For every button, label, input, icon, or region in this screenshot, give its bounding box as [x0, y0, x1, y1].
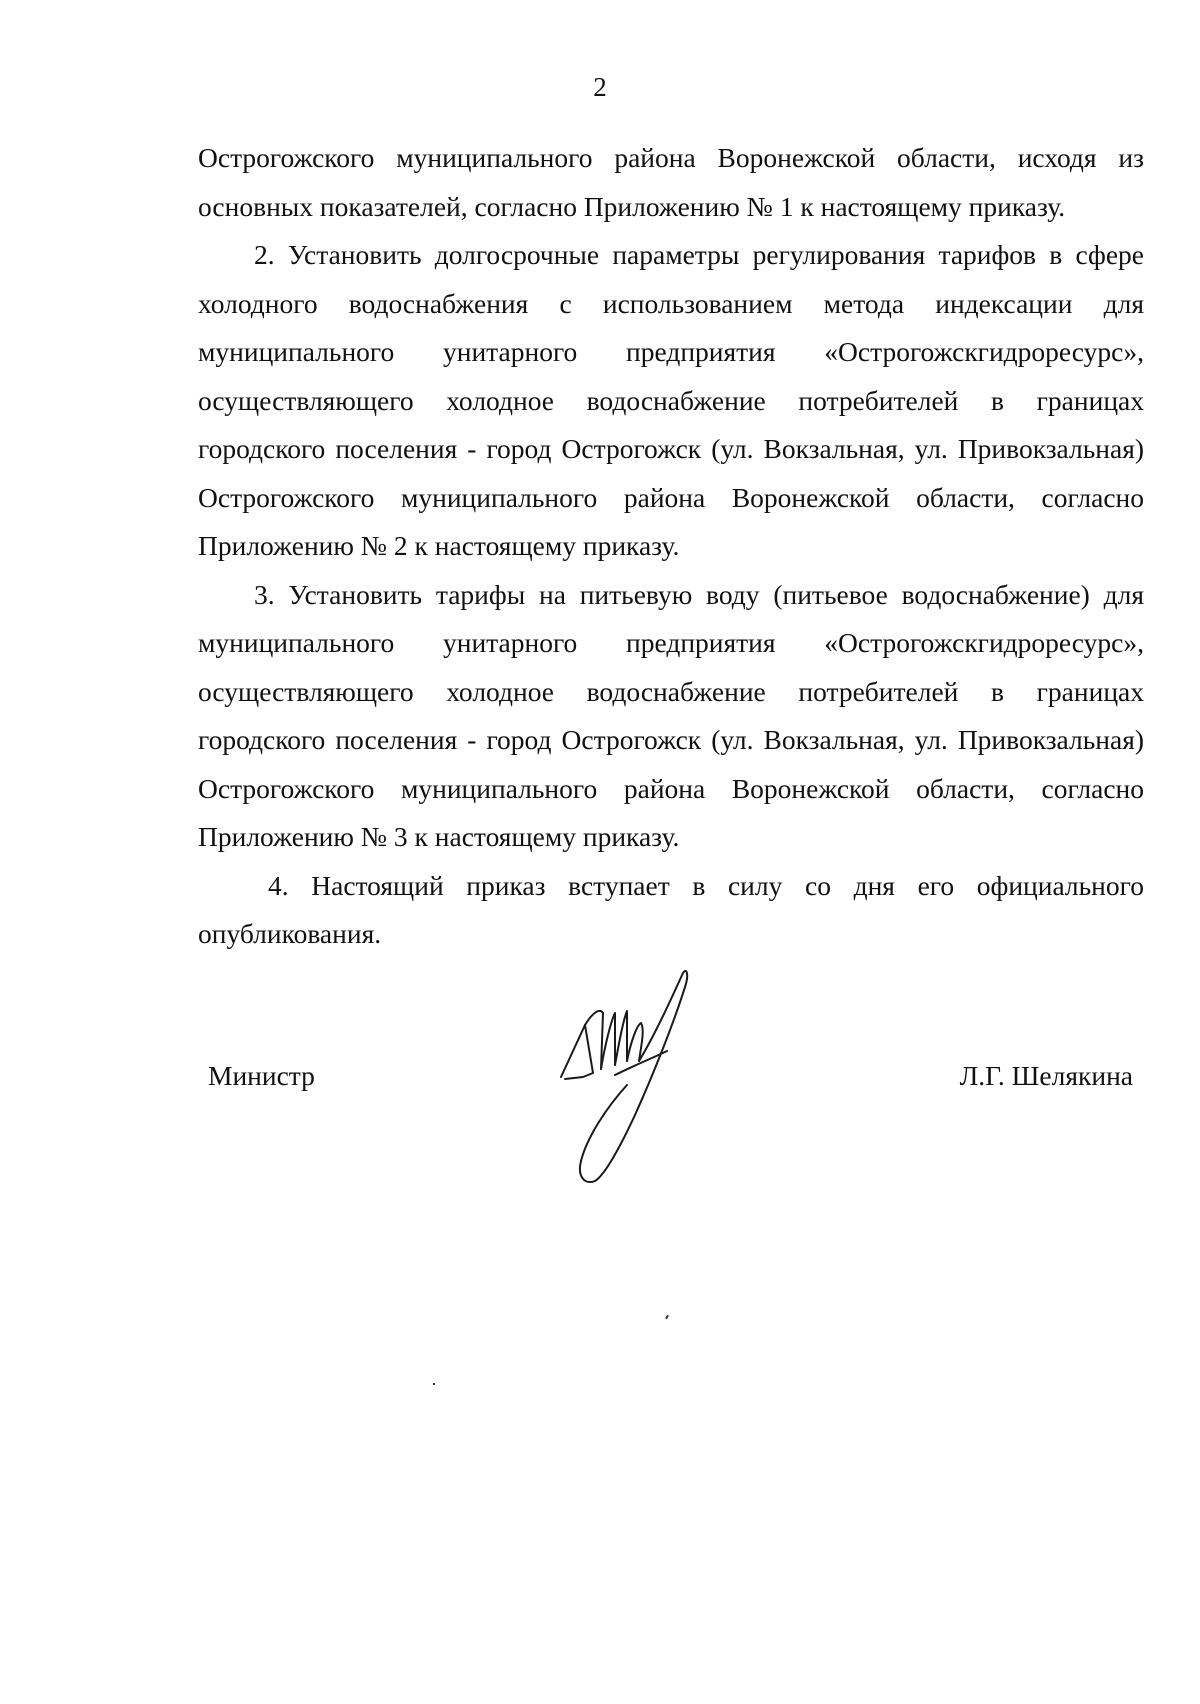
signatory-name: Л.Г. Шелякина — [959, 1060, 1133, 1091]
page-number: 2 — [593, 72, 607, 102]
paragraph-continuation: Острогожского муниципального района Воронежской области, исходя из основных показателей, согласно Приложению № 1 к настоящему приказу. — [198, 142, 1144, 222]
document-body — [198, 134, 1144, 959]
scan-speck — [433, 1383, 435, 1385]
scan-speck — [665, 1315, 669, 1319]
handwritten-signature-icon — [555, 965, 715, 1190]
paragraph-item-4: 4. Настоящий приказ вступает в силу со дня его официального опубликования. — [198, 869, 1144, 949]
paragraph-item-2: 2. Установить долгосрочные параметры регулирования тарифов в сфере холодного водоснабжения с использованием метода индексации для муниципального унитарного предприятия «Острогожскгидроресурс», осуществляющего холодное водоснабжение потребителей в границах городского поселения - город Острогожск (ул. Вокзальная, ул. Привокзальная) Острогожского муниципального района Воронежской области, согласно Приложению № 2 к настоящему приказу. — [198, 239, 1144, 561]
signatory-position: Министр — [208, 1060, 315, 1091]
paragraph-item-3: 3. Установить тарифы на питьевую воду (питьевое водоснабжение) для муниципального унитарного предприятия «Острогожскгидроресурс», осуществляющего холодное водоснабжение потребителей в границах городского поселения - город Острогожск (ул. Вокзальная, ул. Привокзальная) Острогожского муниципального района Воронежской области, согласно Приложению № 3 к настоящему приказу. — [198, 578, 1144, 852]
